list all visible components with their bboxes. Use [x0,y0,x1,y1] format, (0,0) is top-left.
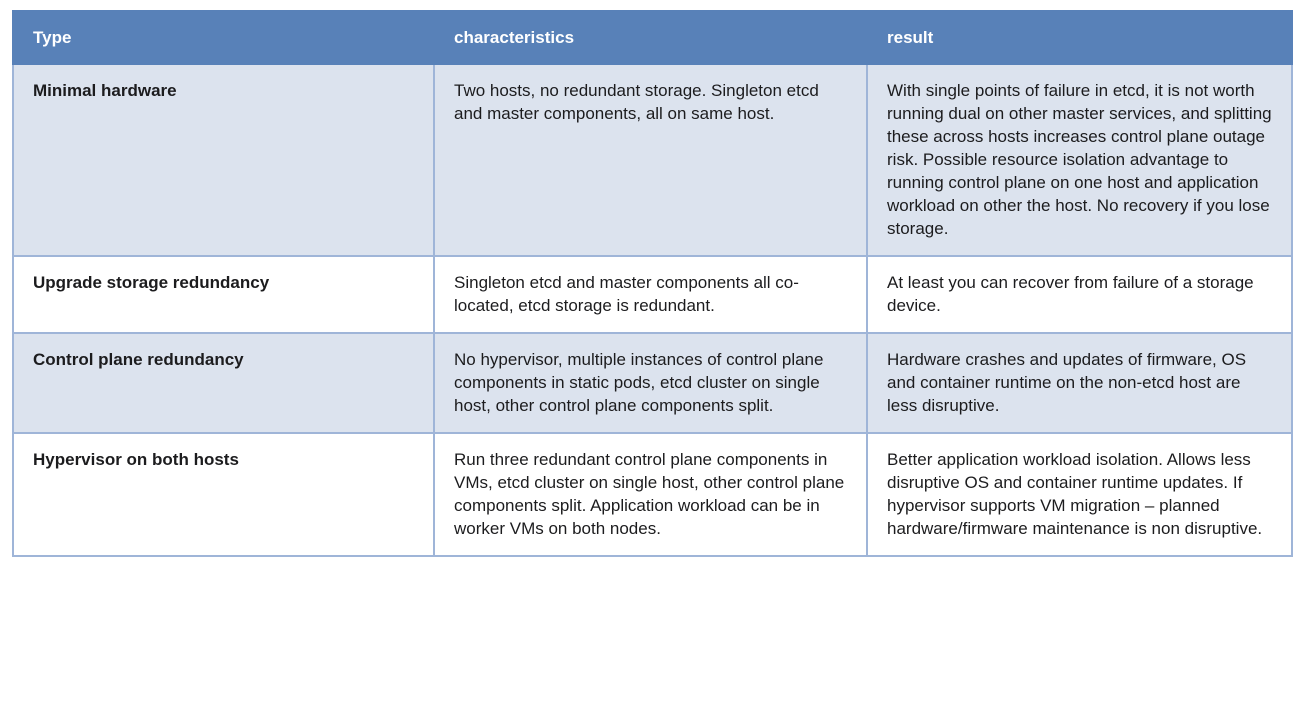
table-header-row [13,11,1292,64]
table-row [13,256,1292,333]
cell-characteristics: Singleton etcd and master components all co-located, etcd storage is redundant. [434,256,867,333]
column-header-characteristics: characteristics [434,11,867,64]
cell-result: At least you can recover from failure of a storage device. [867,256,1292,333]
table-row [13,333,1292,433]
hardware-options-table [12,10,1293,557]
cell-result: Better application workload isolation. Allows less disruptive OS and container runtime updates. If hypervisor supports VM migration – planned hardware/firmware maintenance is non disruptive. [867,433,1292,556]
cell-type: Minimal hardware [13,64,434,256]
cell-characteristics: Run three redundant control plane components in VMs, etcd cluster on single host, other control plane components split. Application workload can be in worker VMs on both nodes. [434,433,867,556]
cell-result: Hardware crashes and updates of firmware, OS and container runtime on the non-etcd host are less disruptive. [867,333,1292,433]
cell-result: With single points of failure in etcd, it is not worth running dual on other master services, and splitting these across hosts increases control plane outage risk. Possible resource isolation advantage to running control plane on one host and application workload on other the host. No recovery if you lose storage. [867,64,1292,256]
column-header-type: Type [13,11,434,64]
cell-characteristics: No hypervisor, multiple instances of control plane components in static pods, etcd cluster on single host, other control plane components split. [434,333,867,433]
cell-type: Upgrade storage redundancy [13,256,434,333]
table-row [13,64,1292,256]
column-header-result: result [867,11,1292,64]
cell-type: Control plane redundancy [13,333,434,433]
cell-type: Hypervisor on both hosts [13,433,434,556]
cell-characteristics: Two hosts, no redundant storage. Singleton etcd and master components, all on same host. [434,64,867,256]
table-row [13,433,1292,556]
